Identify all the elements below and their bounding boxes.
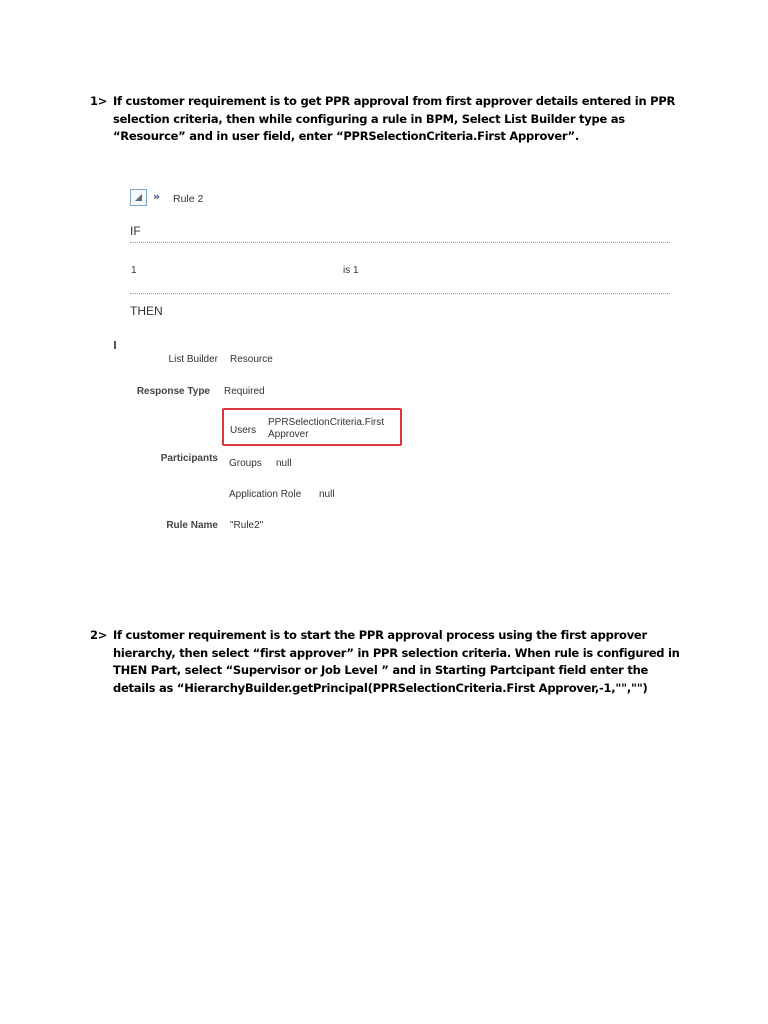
groups-label: Groups (229, 458, 262, 469)
then-label: THEN (130, 304, 163, 318)
condition-left-operand[interactable]: 1 (131, 265, 137, 276)
note-text: If customer requirement is to start the PPR approval process using the first approver hierarchy, then select “first approver” in PPR selection criteria. When rule is configured in THEN Part, select “Supervisor or Job Level ” and in Starting Partcipant field enter the details as “HierarchyBuilder.getPrincipal(PPRSelectionCriteria.First Approver,-1,"","") (113, 628, 680, 695)
application-role-label: Application Role (229, 489, 302, 500)
if-label: IF (130, 224, 141, 238)
groups-field[interactable]: null (276, 458, 292, 469)
response-type-value[interactable]: Required (224, 386, 265, 397)
note-number: 1> (90, 94, 108, 108)
participants-label: Participants (160, 453, 218, 464)
response-type-label: Response Type (136, 386, 210, 397)
application-role-field[interactable]: null (319, 489, 335, 500)
note-text: If customer requirement is to get PPR approval from first approver details entered in PPR selection criteria, then while configuring a rule in BPM, Select List Builder type as “Resource” and in user field, enter “PPRSelectionCriteria.First Approver”. (113, 94, 676, 143)
instruction-note-1 (90, 93, 690, 146)
double-chevron-down-icon[interactable]: » (153, 190, 161, 203)
users-label: Users (230, 425, 257, 436)
collapse-triangle-icon[interactable] (130, 189, 147, 206)
cursor-mark (114, 341, 116, 349)
rule-title: Rule 2 (173, 193, 204, 205)
rule-name-field[interactable]: "Rule2" (230, 520, 264, 531)
dotted-divider (130, 293, 670, 294)
condition-right-operand[interactable]: is 1 (343, 265, 359, 276)
list-builder-value[interactable]: Resource (230, 354, 273, 365)
instruction-note-2 (90, 627, 690, 697)
list-builder-label: List Builder (168, 354, 218, 365)
note-number: 2> (90, 628, 108, 642)
rule-name-label: Rule Name (166, 520, 218, 531)
users-field[interactable]: PPRSelectionCriteria.First Approver (268, 417, 385, 440)
dotted-divider (130, 242, 670, 243)
